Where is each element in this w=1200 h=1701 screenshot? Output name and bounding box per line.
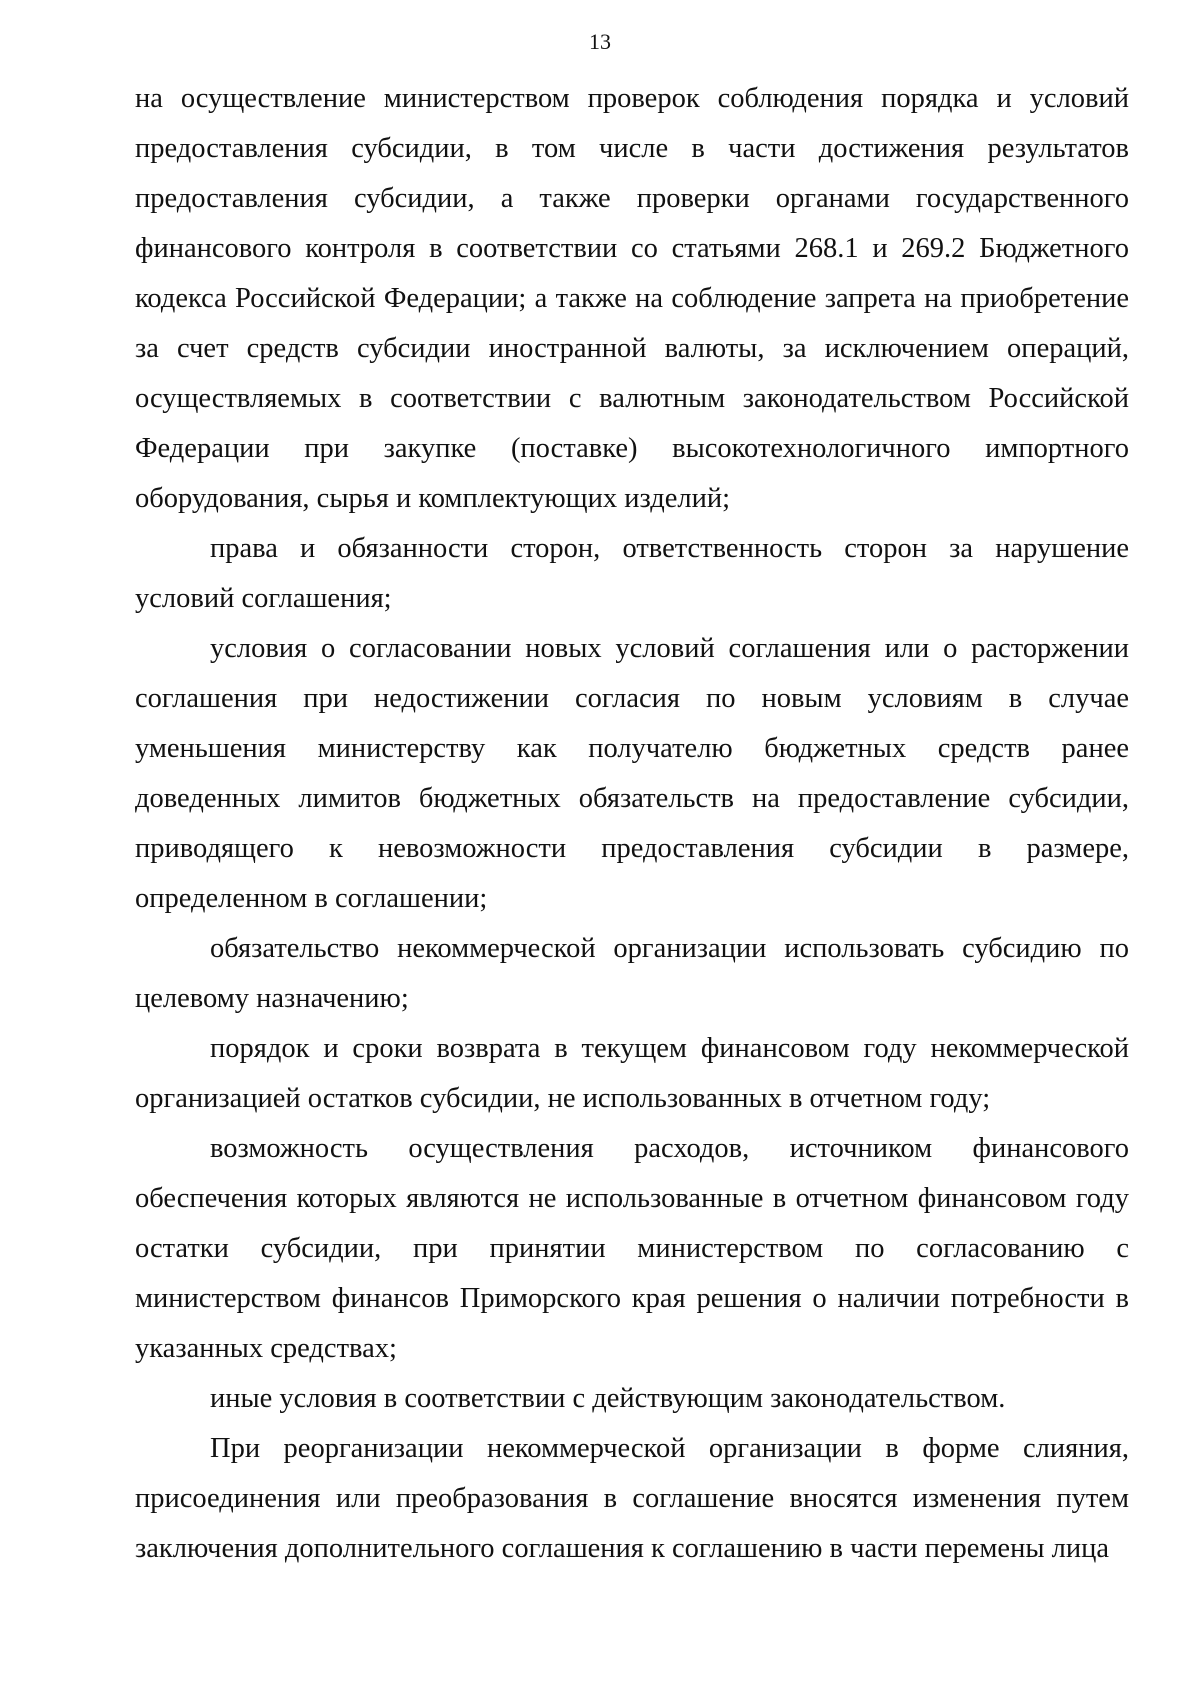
page-number: 13: [589, 29, 611, 54]
paragraph: иные условия в соответствии с действующим законодательством.: [210, 1383, 1006, 1414]
paragraph: на осуществление министерством проверок соблюдения порядка и условий предоставления субсидии, в том числе в части достижения результатов предоставления субсидии, а также проверки органами государственного финансового контроля в соответствии со статьями 268.1 и 269.2 Бюджетного кодекса Российской Федерации; а также на соблюдение запрета на приобретение за счет средств субсидии иностранной валюты, за исключением операций, осуществляемых в соответствии с валютным законодательством Российской Федерации при закупке (поставке) высокотехнологичного импортного оборудования, сырья и комплектующих изделий;: [135, 83, 1129, 514]
paragraph: условия о согласовании новых условий соглашения или о расторжении соглашения при недостижении согласия по новым условиям в случае уменьшения министерству как получателю бюджетных средств ранее доведенных лимитов бюджетных обязательств на предоставление субсидии, приводящего к невозможности предоставления субсидии в размере, определенном в соглашении;: [135, 633, 1129, 914]
document-body: [135, 74, 1129, 1574]
paragraph: порядок и сроки возврата в текущем финансовом году некоммерческой организацией остатков субсидии, не использованных в отчетном году;: [135, 1033, 1129, 1114]
paragraph: обязательство некоммерческой организации использовать субсидию по целевому назначению;: [135, 933, 1129, 1014]
paragraph: возможность осуществления расходов, источником финансового обеспечения которых являются не использованные в отчетном финансовом году остатки субсидии, при принятии министерством по согласованию с министерством финансов Приморского края решения о наличии потребности в указанных средствах;: [135, 1133, 1129, 1364]
paragraph: права и обязанности сторон, ответственность сторон за нарушение условий соглашения;: [135, 533, 1129, 614]
paragraph: При реорганизации некоммерческой организации в форме слияния, присоединения или преобразования в соглашение вносятся изменения путем заключения дополнительного соглашения к соглашению в части перемены лица: [135, 1433, 1129, 1564]
